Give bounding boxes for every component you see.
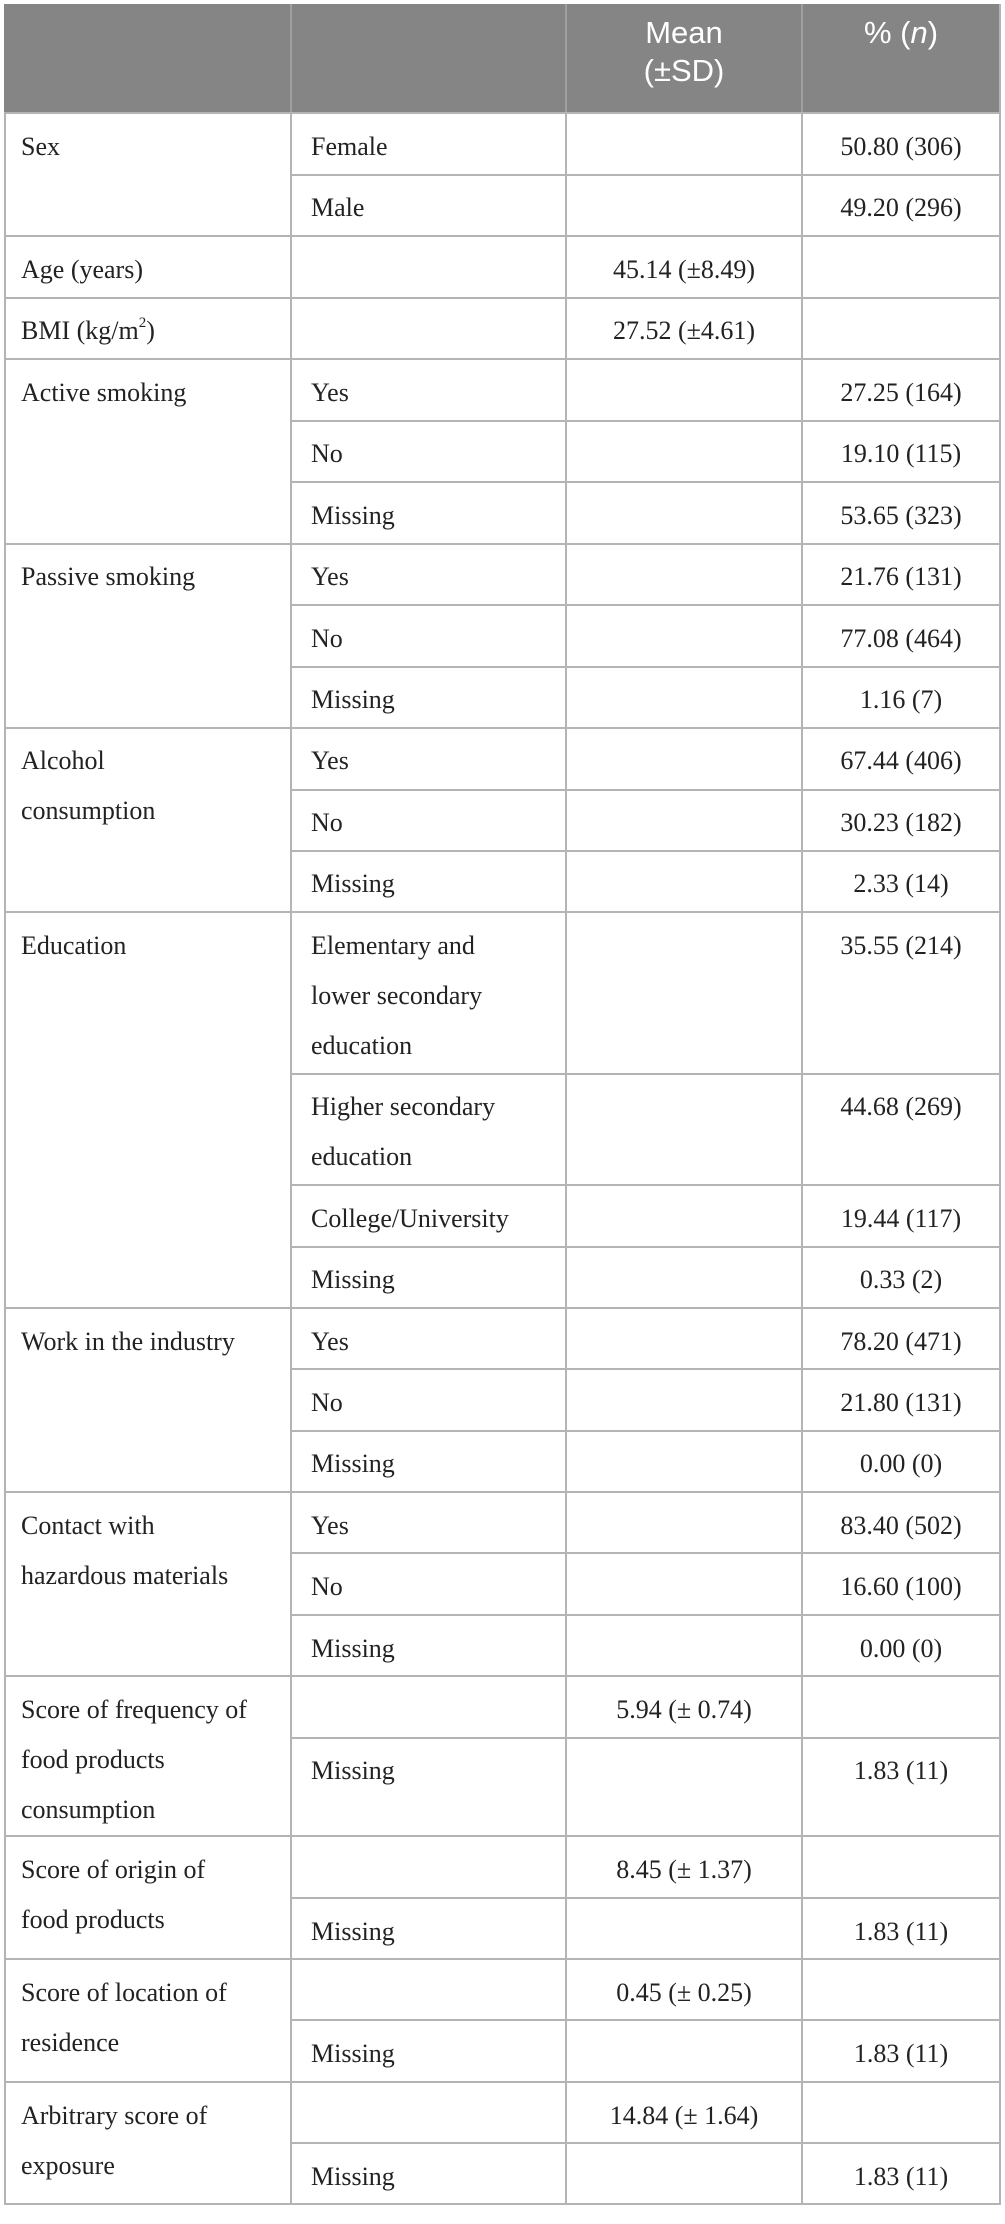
percent-cell: 49.20 (296) — [840, 193, 962, 222]
percent-cell: 83.40 (502) — [840, 1511, 962, 1540]
grid-line — [4, 1307, 1001, 1309]
grid-line — [290, 2142, 1001, 2144]
group-label: Contact with — [21, 1511, 155, 1540]
percent-cell: 27.25 (164) — [840, 378, 962, 407]
grid-line — [290, 420, 1001, 422]
percent-cell: 50.80 (306) — [840, 132, 962, 161]
percent-cell: 53.65 (323) — [840, 501, 962, 530]
grid-line — [290, 1897, 1001, 1899]
grid-line — [4, 727, 1001, 729]
category-label: Missing — [311, 2039, 395, 2068]
group-label-line2: food products — [21, 1905, 165, 1934]
category-label: No — [311, 624, 343, 653]
percent-cell: 1.83 (11) — [853, 2039, 949, 2068]
grid-line — [4, 112, 1001, 114]
grid-line — [4, 2081, 1001, 2083]
category-label: Missing — [311, 1917, 395, 1946]
grid-line — [290, 481, 1001, 483]
group-label: Score of location of — [21, 1978, 227, 2007]
percent-cell: 0.00 (0) — [859, 1634, 943, 1663]
grid-line — [4, 235, 1001, 237]
category-label: Yes — [311, 1511, 349, 1540]
mean-cell: 8.45 (± 1.37) — [616, 1855, 752, 1884]
grid-line — [4, 112, 6, 2204]
category-label: No — [311, 808, 343, 837]
percent-cell: 44.68 (269) — [840, 1092, 962, 1121]
percent-cell: 1.83 (11) — [853, 1756, 949, 1785]
group-label-line2: consumption — [21, 796, 156, 825]
grid-line — [290, 666, 1001, 668]
mean-cell: 45.14 (±8.49) — [612, 255, 756, 284]
grid-line — [290, 1552, 1001, 1554]
percent-cell: 21.76 (131) — [840, 562, 962, 591]
category-label: Yes — [311, 562, 349, 591]
group-label: Passive smoking — [21, 562, 196, 591]
group-label: Work in the industry — [21, 1327, 235, 1356]
grid-line — [290, 1246, 1001, 1248]
percent-cell: 19.44 (117) — [840, 1204, 962, 1233]
category-label: Missing — [311, 501, 395, 530]
grid-line — [290, 1737, 1001, 1739]
category-label: College/University — [311, 1204, 509, 1233]
group-label-line2: hazardous materials — [21, 1561, 229, 1590]
category-label: Male — [311, 193, 365, 222]
percent-cell: 2.33 (14) — [853, 869, 949, 898]
percent-cell: 78.20 (471) — [840, 1327, 962, 1356]
percent-cell: 77.08 (464) — [840, 624, 962, 653]
category-label: No — [311, 439, 343, 468]
percent-cell: 16.60 (100) — [840, 1572, 962, 1601]
category-label: Higher secondary — [311, 1092, 496, 1121]
category-label: Missing — [311, 1449, 395, 1478]
group-label: Alcohol — [21, 746, 105, 775]
grid-line — [4, 1675, 1001, 1677]
percent-cell: 1.83 (11) — [853, 2162, 949, 2191]
grid-line — [290, 1073, 1001, 1075]
grid-line — [4, 1835, 1001, 1837]
percent-cell: 0.33 (2) — [859, 1265, 943, 1294]
category-label: Elementary and — [311, 931, 475, 960]
group-label: Score of origin of — [21, 1855, 206, 1884]
percent-cell: 19.10 (115) — [840, 439, 962, 468]
grid-line — [290, 789, 1001, 791]
group-label: Active smoking — [21, 378, 187, 407]
category-label-line2: lower secondary — [311, 981, 483, 1010]
group-label-line2: food products — [21, 1745, 165, 1774]
grid-line — [4, 911, 1001, 913]
category-label-line2: education — [311, 1142, 413, 1171]
percent-cell: 35.55 (214) — [840, 931, 962, 960]
category-label: Missing — [311, 685, 395, 714]
percent-cell: 67.44 (406) — [840, 746, 962, 775]
grid-line — [290, 174, 1001, 176]
percent-cell: 1.83 (11) — [853, 1917, 949, 1946]
grid-line — [290, 4, 292, 113]
category-label: No — [311, 1388, 343, 1417]
category-label: Missing — [311, 1634, 395, 1663]
category-label: Missing — [311, 1756, 395, 1785]
category-label: Missing — [311, 1265, 395, 1294]
group-label: Age (years) — [21, 255, 143, 284]
grid-line — [290, 112, 292, 2204]
category-label: Missing — [311, 869, 395, 898]
group-label: Arbitrary score of — [21, 2101, 208, 2130]
percent-cell: 21.80 (131) — [840, 1388, 962, 1417]
percent-cell: 30.23 (182) — [840, 808, 962, 837]
grid-line — [801, 4, 803, 113]
category-label: Yes — [311, 746, 349, 775]
grid-line — [290, 604, 1001, 606]
header-percent-n: % (n) — [863, 15, 939, 50]
grid-line — [290, 1368, 1001, 1370]
grid-line — [4, 2203, 1001, 2205]
group-label-line2: exposure — [21, 2151, 115, 2180]
category-label: Yes — [311, 378, 349, 407]
mean-cell: 0.45 (± 0.25) — [616, 1978, 752, 2007]
grid-line — [290, 850, 1001, 852]
grid-line — [4, 358, 1001, 360]
category-label-line3: education — [311, 1031, 413, 1060]
category-label: Yes — [311, 1327, 349, 1356]
grid-line — [290, 2019, 1001, 2021]
percent-cell: 0.00 (0) — [859, 1449, 943, 1478]
category-label: Missing — [311, 2162, 395, 2191]
category-label: No — [311, 1572, 343, 1601]
grid-line — [290, 1430, 1001, 1432]
group-label: Score of frequency of — [21, 1695, 247, 1724]
group-label-line3: consumption — [21, 1795, 156, 1824]
grid-line — [4, 1958, 1001, 1960]
group-label: Education — [21, 931, 127, 960]
grid-line — [290, 1614, 1001, 1616]
group-label: BMI $(kg/m^2)$ — [21, 315, 155, 345]
grid-line — [4, 543, 1001, 545]
mean-cell: 5.94 (± 0.74) — [616, 1695, 752, 1724]
grid-line — [4, 1491, 1001, 1493]
group-label-line2: residence — [21, 2028, 120, 2057]
percent-cell: 1.16 (7) — [859, 685, 943, 714]
header-mean: Mean (±SD) — [643, 15, 725, 88]
grid-line — [4, 297, 1001, 299]
group-label: Sex — [21, 132, 60, 161]
category-label: Female — [311, 132, 388, 161]
grid-line — [565, 4, 567, 113]
mean-cell: 27.52 (±4.61) — [612, 316, 756, 345]
mean-cell: 14.84 (± 1.64) — [609, 2101, 759, 2130]
grid-line — [290, 1184, 1001, 1186]
